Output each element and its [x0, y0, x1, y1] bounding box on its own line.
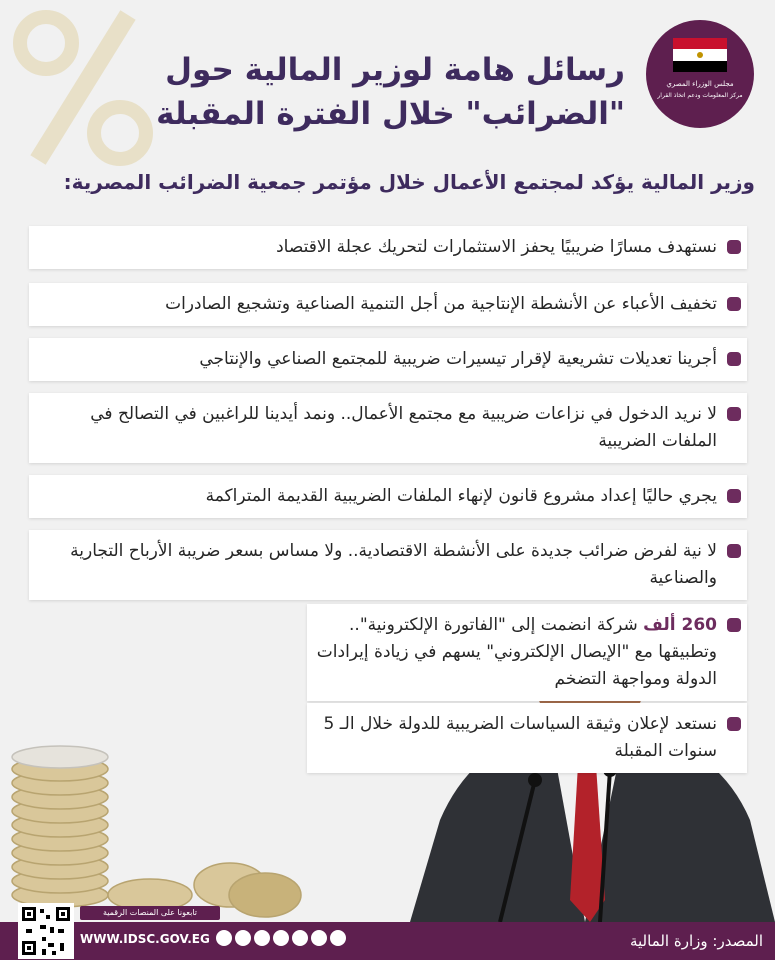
message-text: نستعد لإعلان وثيقة السياسات الضريبية للدولة خلال الـ 5 سنوات المقبلة: [323, 714, 717, 761]
bullet-icon: [727, 352, 741, 366]
page-title: [105, 48, 625, 136]
linkedin-icon[interactable]: [292, 930, 308, 946]
facebook-icon[interactable]: [216, 930, 232, 946]
bullet-icon: [727, 407, 741, 421]
message-item: [307, 604, 747, 701]
message-item: [29, 393, 747, 463]
social-icons: [216, 930, 346, 948]
message-item: [29, 283, 747, 326]
qr-code[interactable]: [18, 903, 74, 959]
message-text: شركة انضمت إلى "الفاتورة الإلكترونية".. وتطبيقها مع "الإيصال الإلكتروني" يسهم في زيادة إيرادات الدولة ومواجهة التضخم: [316, 615, 717, 689]
bullet-icon: [727, 240, 741, 254]
telegram-icon[interactable]: [330, 930, 346, 946]
title-line-1: رسائل هامة لوزير المالية حول: [165, 52, 625, 88]
soundcloud-icon[interactable]: [311, 930, 327, 946]
website-link[interactable]: WWW.IDSC.GOV.EG: [80, 932, 210, 946]
logo-text-council: مجلس الوزراء المصري: [666, 80, 734, 88]
message-item: [29, 530, 747, 600]
logo-text-center: مركز المعلومات ودعم اتخاذ القرار: [657, 92, 743, 99]
instagram-icon[interactable]: [273, 930, 289, 946]
message-text: تخفيف الأعباء عن الأنشطة الإنتاجية من أجل التنمية الصناعية وتشجيع الصادرات: [165, 294, 717, 314]
title-line-2: "الضرائب" خلال الفترة المقبلة: [156, 96, 625, 132]
message-text: يجري حاليًا إعداد مشروع قانون لإنهاء الملفات الضريبية القديمة المتراكمة: [205, 486, 717, 506]
message-text: لا نريد الدخول في نزاعات ضريبية مع مجتمع الأعمال.. ونمد أيدينا للراغبين في التصالح في الملفات الضريبية: [90, 404, 717, 451]
message-text: لا نية لفرض ضرائب جديدة على الأنشطة الاقتصادية.. ولا مساس بسعر ضريبة الأرباح التجارية والصناعية: [70, 541, 717, 588]
twitter-icon[interactable]: [235, 930, 251, 946]
source-credit: المصدر: وزارة المالية: [629, 932, 763, 950]
bullet-icon: [727, 297, 741, 311]
message-item: [29, 338, 747, 381]
subtitle: وزير المالية يؤكد لمجتمع الأعمال خلال مؤتمر جمعية الضرائب المصرية:: [63, 170, 755, 194]
follow-us-label: تابعونا على المنصات الرقمية: [80, 906, 220, 920]
coins-image: [0, 745, 330, 925]
youtube-icon[interactable]: [254, 930, 270, 946]
bullet-icon: [727, 618, 741, 632]
bullet-icon: [727, 717, 741, 731]
message-item: [29, 475, 747, 518]
highlight-number: 260 ألف: [643, 615, 717, 635]
message-text: أجرينا تعديلات تشريعية لإقرار تيسيرات ضريبية للمجتمع الصناعي والإنتاجي: [199, 349, 717, 369]
bullet-icon: [727, 489, 741, 503]
message-item: [29, 226, 747, 269]
bullet-icon: [727, 544, 741, 558]
egypt-flag-icon: [673, 38, 727, 72]
message-text: نستهدف مسارًا ضريبيًا يحفز الاستثمارات لتحريك عجلة الاقتصاد: [276, 237, 717, 257]
idsc-logo: [646, 20, 754, 128]
message-item: [307, 703, 747, 773]
